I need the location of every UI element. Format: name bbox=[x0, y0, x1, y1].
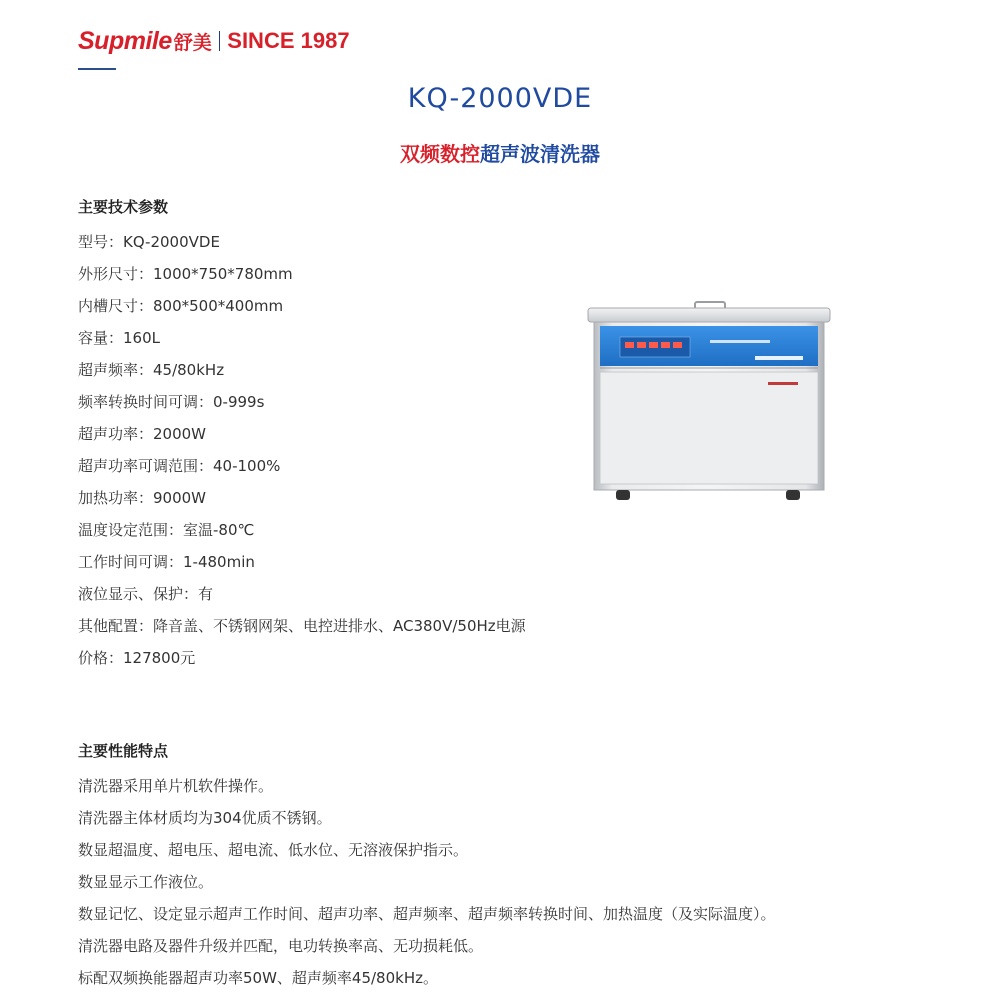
spec-item: 内槽尺寸：800*500*400mm bbox=[78, 297, 284, 315]
subtitle-blue-part: 超声波清洗器 bbox=[480, 142, 600, 166]
spec-item: 频率转换时间可调：0-999s bbox=[78, 393, 265, 411]
features-heading: 主要性能特点 bbox=[78, 742, 169, 760]
spec-item: 超声功率：2000W bbox=[78, 425, 207, 443]
spec-item: 温度设定范围：室温-80℃ bbox=[78, 521, 255, 539]
feature-item: 数显超温度、超电压、超电流、低水位、无溶液保护指示。 bbox=[78, 841, 469, 859]
feature-item: 清洗器采用单片机软件操作。 bbox=[78, 777, 274, 795]
feature-item: 标配双频换能器超声功率50W、超声频率45/80kHz。 bbox=[78, 969, 438, 987]
feature-item: 清洗器电路及器件升级并匹配，电功转换率高、无功损耗低。 bbox=[78, 937, 484, 955]
spec-item: 超声功率可调范围：40-100% bbox=[78, 457, 281, 475]
feature-item: 数显显示工作液位。 bbox=[78, 873, 214, 891]
brand-header bbox=[78, 24, 350, 58]
spec-item: 外形尺寸：1000*750*780mm bbox=[78, 265, 293, 283]
spec-item: 液位显示、保护：有 bbox=[78, 585, 214, 603]
ultrasonic-cleaner-image bbox=[580, 300, 836, 505]
header-underline bbox=[78, 68, 116, 70]
since-year: SINCE 1987 bbox=[227, 28, 350, 53]
spec-item: 工作时间可调：1-480min bbox=[78, 553, 255, 571]
brand-divider bbox=[219, 31, 221, 51]
specs-heading: 主要技术参数 bbox=[78, 198, 169, 216]
spec-item: 其他配置：降音盖、不锈钢网架、电控进排水、AC380V/50Hz电源 bbox=[78, 617, 526, 635]
subtitle-red-part: 双频数控 bbox=[400, 142, 480, 166]
spec-item: 型号：KQ-2000VDE bbox=[78, 233, 220, 251]
brand-logo: Supmile bbox=[78, 26, 172, 55]
spec-item: 价格：127800元 bbox=[78, 649, 196, 667]
spec-item: 加热功率：9000W bbox=[78, 489, 207, 507]
spec-item: 容量：160L bbox=[78, 329, 160, 347]
brand-chinese-name: 舒美 bbox=[173, 31, 212, 54]
model-title: KQ-2000VDE bbox=[407, 83, 593, 114]
spec-item: 超声频率：45/80kHz bbox=[78, 361, 225, 379]
feature-item: 清洗器主体材质均为304优质不锈钢。 bbox=[78, 809, 332, 827]
features-list bbox=[78, 770, 776, 994]
feature-item: 数显记忆、设定显示超声工作时间、超声功率、超声频率、超声频率转换时间、加热温度（及实际温度）。 bbox=[78, 905, 776, 923]
product-subtitle bbox=[0, 138, 1000, 167]
specs-list bbox=[78, 226, 526, 674]
